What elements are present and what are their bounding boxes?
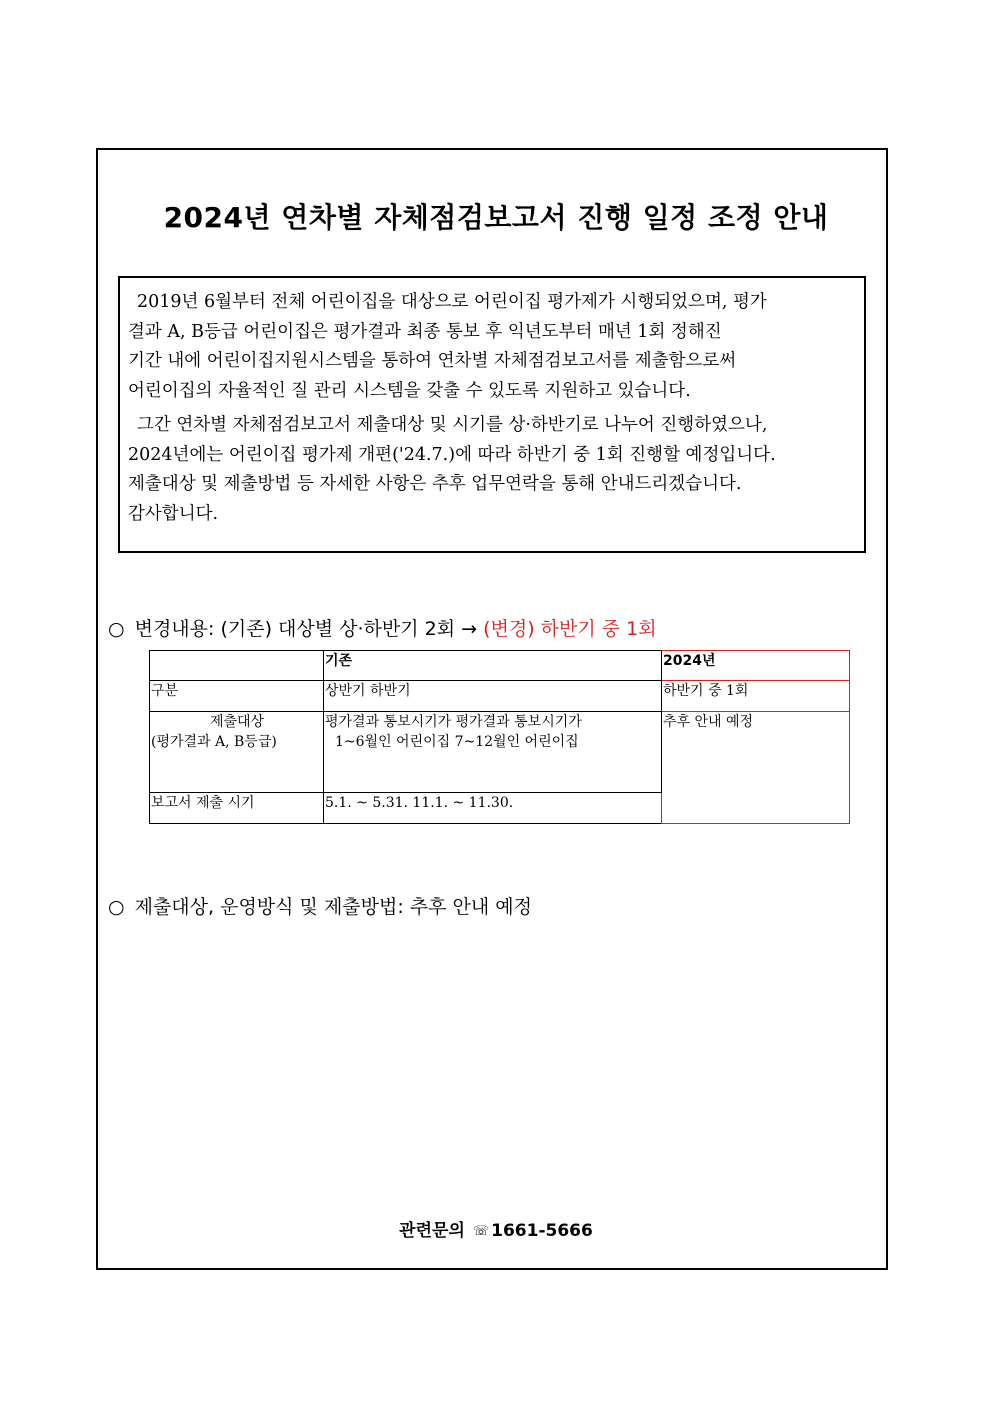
row-category-new: 하반기 중 1회 xyxy=(662,681,850,712)
table-row xyxy=(150,681,850,712)
change-arrow: → xyxy=(461,618,478,640)
notice-line: 2019년 6월부터 전체 어린이집을 대상으로 어린이집 평가제가 시행되었으며, 평가 xyxy=(137,292,767,312)
row-category-label: 구분 xyxy=(150,681,324,712)
table-header-cell xyxy=(150,651,324,681)
notice-line: 그간 연차별 자체점검보고서 제출대상 및 시기를 상·하반기로 나누어 진행하였으나, xyxy=(137,415,768,435)
row-target-existing-line2: 1~6월인 어린이집 7~12월인 어린이집 xyxy=(335,734,579,750)
row-target-label-line2: (평가결과 A, B등급) xyxy=(151,734,277,750)
phone-icon: ☏ xyxy=(472,1224,490,1239)
contact-phone: 1661-5666 xyxy=(491,1221,593,1241)
change-table xyxy=(149,650,850,824)
bullet-mark: ○ xyxy=(108,896,125,918)
header-existing-label: 기존 xyxy=(325,653,353,669)
row-category-existing: 상반기 하반기 xyxy=(324,681,662,712)
change-summary xyxy=(108,614,657,641)
row-period-label: 보고서 제출 시기 xyxy=(150,793,324,824)
notice-line: 어린이집의 자율적인 질 관리 시스템을 갖출 수 있도록 지원하고 있습니다. xyxy=(128,380,691,401)
row-target-label xyxy=(150,712,324,793)
bullet-mark: ○ xyxy=(108,618,125,640)
submission-value: 추후 안내 예정 xyxy=(409,896,533,918)
table-header-2024 xyxy=(662,651,850,681)
contact-label: 관련문의 xyxy=(399,1221,465,1241)
row-target-new: 추후 안내 예정 xyxy=(662,712,850,824)
row-target-label-line1: 제출대상 xyxy=(209,714,265,730)
row-target-existing xyxy=(324,712,662,793)
submission-label: 제출대상, 운영방식 및 제출방법: xyxy=(134,896,404,918)
document-title: 2024년 연차별 자체점검보고서 진행 일정 조정 안내 xyxy=(163,201,829,234)
change-label: 변경내용: xyxy=(134,618,215,640)
notice-line: 2024년에는 어린이집 평가제 개편('24.7.)에 따라 하반기 중 1회 진행할 예정입니다. xyxy=(128,444,776,465)
row-target-existing-line1: 평가결과 통보시기가 평가결과 통보시기가 xyxy=(325,714,582,730)
table-header-existing xyxy=(324,651,662,681)
contact-info xyxy=(0,1216,992,1241)
row-period-existing: 5.1. ~ 5.31. 11.1. ~ 11.30. xyxy=(324,793,662,824)
table-row xyxy=(150,712,850,793)
notice-paragraph-2 xyxy=(128,411,864,529)
change-after: (변경) 하반기 중 1회 xyxy=(483,618,657,640)
notice-line: 제출대상 및 제출방법 등 자세한 사항은 추후 업무연락을 통해 안내드리겠습니다. xyxy=(128,474,742,494)
notice-line: 감사합니다. xyxy=(128,503,219,524)
table-header-row xyxy=(150,651,850,681)
submission-summary xyxy=(108,892,532,919)
header-2024-label: 2024년 xyxy=(663,653,716,669)
notice-box xyxy=(118,276,866,553)
notice-paragraph-1 xyxy=(128,288,864,406)
change-before: (기존) 대상별 상·하반기 2회 xyxy=(220,618,456,640)
notice-line: 결과 A, B등급 어린이집은 평가결과 최종 통보 후 익년도부터 매년 1회 정해진 xyxy=(128,321,722,342)
notice-line: 기간 내에 어린이집지원시스템을 통하여 연차별 자체점검보고서를 제출함으로써 xyxy=(128,351,737,371)
